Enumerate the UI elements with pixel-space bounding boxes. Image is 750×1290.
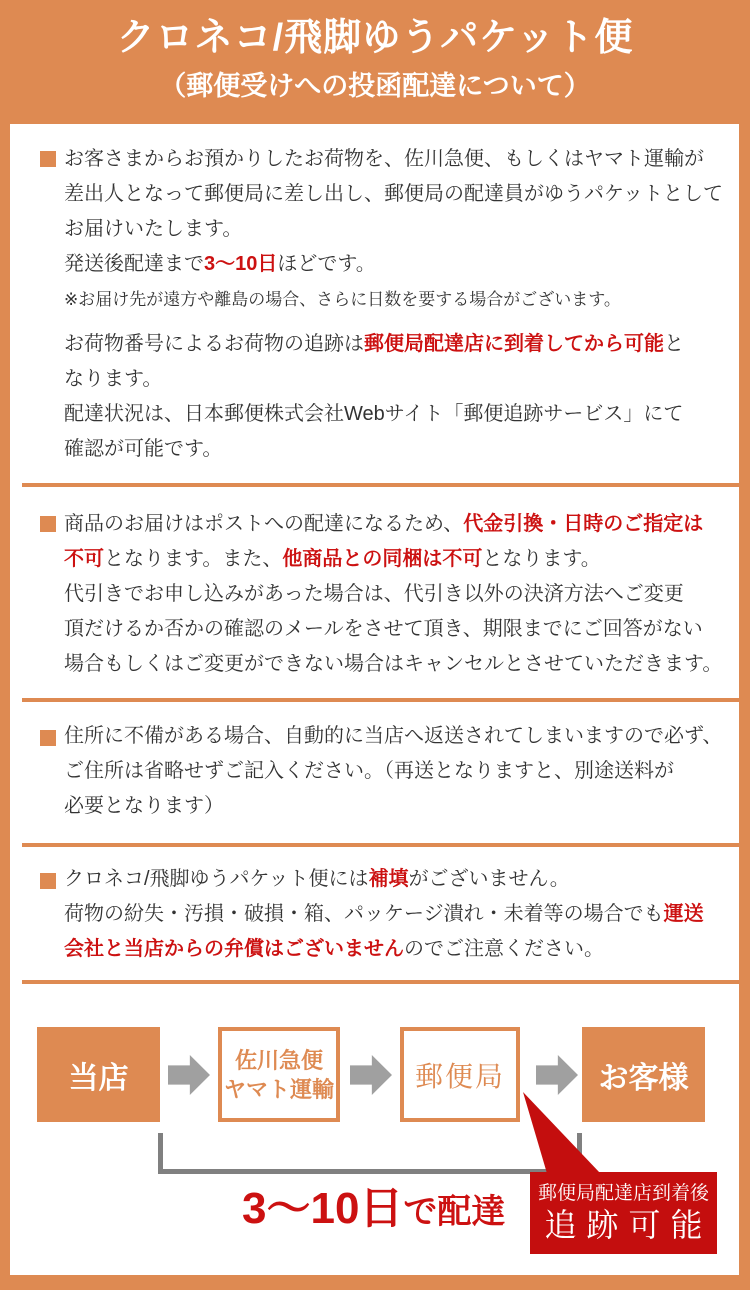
bullet-square-icon (40, 730, 56, 746)
text-line: 住所に不備がある場合、自動的に当店へ返送されてしまいますので必ず、 (64, 725, 723, 747)
delivery-duration-text (242, 1184, 505, 1234)
duration-suffix: で配達 (403, 1193, 506, 1231)
bullet-square-icon (40, 516, 56, 532)
duration-bracket-left (158, 1133, 163, 1174)
text-line: 必要となります） (64, 795, 224, 817)
text-line: 会社と当店からの弁償はございませんのでご注意ください。 (64, 938, 604, 960)
text-line: 場合もしくはご変更ができない場合はキャンセルとさせていただきます。 (64, 653, 723, 675)
text-line: 代引きでお申し込みがあった場合は、代引き以外の決済方法へご変更 (64, 583, 684, 605)
text-line: 不可となります。また、他商品との同梱は不可となります。 (64, 548, 601, 570)
flow-node-label: 郵便局 (414, 1060, 505, 1092)
text-line: 頂だけるか否かの確認のメールをさせて頂き、期限までにご回答がない (64, 618, 703, 640)
section-tracking-info (64, 327, 684, 467)
text-line: クロネコ/飛脚ゆうパケット便には補填がございません。 (64, 868, 570, 890)
section-address-notice (64, 719, 722, 824)
remote-area-note: ※お届け先が遠方や離島の場合、さらに日数を要する場合がございます。 (64, 290, 621, 309)
duration-bracket-bottom (158, 1169, 582, 1174)
section-payment-restrictions (64, 507, 722, 682)
text-line: なります。 (64, 368, 163, 390)
flow-node-label: 佐川急便 (234, 1047, 323, 1073)
flow-node-carriers (218, 1027, 340, 1122)
flow-node-label: ヤマト運輸 (223, 1076, 334, 1102)
tracking-callout (530, 1172, 717, 1254)
section-divider (22, 698, 739, 702)
flow-node-label: 当店 (68, 1061, 129, 1095)
flow-node-label: お客様 (598, 1061, 689, 1095)
section-divider (22, 483, 739, 487)
section-divider (22, 843, 739, 847)
text-line: 荷物の紛失・汚損・破損・箱、パッケージ潰れ・未着等の場合でも運送 (64, 903, 704, 925)
bullet-square-icon (40, 873, 56, 889)
section-no-compensation (64, 862, 704, 967)
flow-node-post-office (400, 1027, 520, 1122)
text-line: 確認が可能です。 (64, 438, 223, 460)
bullet-square-icon (40, 151, 56, 167)
text-line: 差出人となって郵便局に差し出し、郵便局の配達員がゆうパケットとして (64, 183, 723, 205)
text-line: ご住所は省略せずご記入ください。（再送となりますと、別途送料が (64, 760, 674, 782)
text-line: お届けいたします。 (64, 218, 243, 240)
section-divider (22, 980, 739, 984)
text-line: お客さまからお預かりしたお荷物を、佐川急便、もしくはヤマト運輸が (64, 148, 704, 170)
page-subtitle: （郵便受けへの投函配達について） (159, 71, 591, 101)
page-title: クロネコ/飛脚ゆうパケット便 (116, 17, 634, 59)
section-delivery-overview (64, 142, 723, 317)
text-line: 発送後配達まで3〜10日ほどです。 (64, 253, 376, 275)
callout-tracking-text: 追跡可能 (544, 1207, 713, 1243)
text-line: 配達状況は、日本郵便株式会社Webサイト「郵便追跡サービス」にて (64, 403, 684, 425)
text-line: お荷物番号によるお荷物の追跡は郵便局配達店に到着してから可能と (64, 333, 684, 355)
callout-condition-text: 郵便局配達店到着後 (537, 1183, 709, 1204)
header-banner (0, 0, 750, 124)
flow-node-shop (37, 1027, 160, 1122)
flow-node-customer (582, 1027, 705, 1122)
text-line: 商品のお届けはポストへの配達になるため、代金引換・日時のご指定は (64, 513, 704, 535)
duration-highlight: 3〜10日 (242, 1184, 404, 1233)
